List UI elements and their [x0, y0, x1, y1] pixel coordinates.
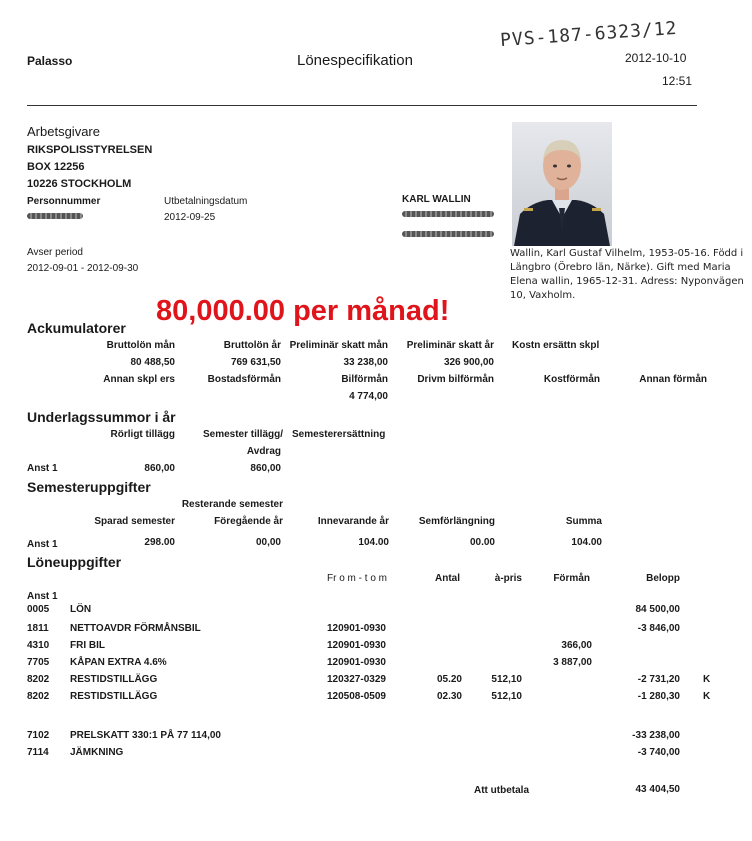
value-innevarande-ar: 104.00 [358, 537, 389, 548]
lone-row-belopp: -33 238,00 [632, 730, 680, 741]
label-annan-forman: Annan förmån [639, 374, 707, 385]
photo-caption: Wallin, Karl Gustaf Vilhelm, 1953-05-16. Född i Längbro (Örebro län, Närke). Gift med Maria Elena wallin, 1965-12-31. Adress: Nyponvägen 10, Vaxholm. [510, 248, 744, 301]
ackumulatorer-title: Ackumulatorer [27, 320, 126, 336]
period-value: 2012-09-01 - 2012-09-30 [27, 263, 139, 274]
lone-row-flag: K [703, 674, 711, 685]
value-prel-skatt-man: 33 238,00 [343, 357, 388, 368]
redacted-personnummer [27, 213, 83, 219]
label-rorligt-tillagg: Rörligt tillägg [110, 429, 175, 440]
lone-row-code: 8202 [27, 674, 50, 685]
redacted-address-line-1 [402, 211, 494, 217]
underlag-title: Underlagssummor i år [27, 409, 176, 425]
label-kostn-ersattn: Kostn ersättn skpl [512, 340, 600, 351]
value-semforlangning: 00.00 [469, 537, 495, 548]
lone-row-code: 1811 [27, 623, 49, 634]
lone-row-code: 7102 [27, 730, 50, 741]
lone-row-code: 7705 [27, 657, 50, 668]
page-title: Lönespecifikation [297, 52, 413, 69]
print-time: 12:51 [662, 74, 693, 88]
lone-row-text: FRI BIL [70, 640, 105, 651]
lone-row-forman: 366,00 [561, 640, 592, 651]
lone-row-text: RESTIDSTILLÄGG [70, 691, 158, 702]
value-bilforman: 4 774,00 [349, 391, 388, 402]
label-sparad-semester: Sparad semester [94, 516, 175, 527]
label-prel-skatt-ar: Preliminär skatt år [406, 340, 494, 351]
value-semester-tillagg: 860,00 [250, 463, 281, 474]
label-bostadsforman: Bostadsförmån [207, 374, 281, 385]
label-summa: Summa [565, 516, 602, 527]
label-annan-skpl-ers: Annan skpl ers [103, 374, 175, 385]
col-period: Fr o m - t o m [327, 573, 387, 584]
value-foregaende-ar: 00,00 [255, 537, 281, 548]
lone-row-period: 120901-0930 [327, 657, 386, 668]
col-belopp: Belopp [646, 573, 680, 584]
label-drivm-bilforman: Drivm bilförmån [417, 374, 494, 385]
lone-row-period: 120901-0930 [327, 640, 386, 651]
utbetalning-date: 2012-09-25 [164, 212, 216, 223]
portrait-photo [512, 122, 612, 246]
label-avdrag: Avdrag [246, 446, 281, 457]
lone-row-belopp: -1 280,30 [637, 691, 680, 702]
employee-name: KARL WALLIN [402, 194, 471, 205]
label-kostforman: Kostförmån [543, 374, 600, 385]
utbetalning-label: Utbetalningsdatum [164, 196, 248, 207]
header-divider [27, 105, 697, 106]
lone-row-period: 120508-0509 [327, 691, 386, 702]
lone-row-apris: 512,10 [491, 691, 522, 702]
lone-row-belopp: -2 731,20 [637, 674, 680, 685]
total-value: 43 404,50 [635, 784, 680, 795]
lone-row-text: KÅPAN EXTRA 4.6% [70, 657, 167, 668]
value-rorligt-tillagg: 860,00 [144, 463, 175, 474]
period-label: Avser period [27, 247, 83, 258]
label-bruttolon-man: Bruttolön mån [106, 340, 175, 351]
lone-row-period: 120901-0930 [327, 623, 386, 634]
value-prel-skatt-ar: 326 900,00 [443, 357, 494, 368]
label-prel-skatt-man: Preliminär skatt mån [289, 340, 388, 351]
salary-annotation: 80,000.00 per månad! [156, 295, 450, 327]
employer-name: RIKSPOLISSTYRELSEN [27, 144, 153, 156]
col-antal: Antal [435, 573, 460, 584]
lone-row-text: RESTIDSTILLÄGG [70, 674, 158, 685]
total-label: Att utbetala [474, 785, 529, 796]
redacted-address-line-2 [402, 231, 494, 237]
lone-row-code: 4310 [27, 640, 50, 651]
lone-row-forman: 3 887,00 [553, 657, 592, 668]
semester-row-label: Anst 1 [27, 539, 58, 550]
label-innevarande-ar: Innevarande år [317, 516, 389, 527]
lone-row-apris: 512,10 [491, 674, 522, 685]
label-semforlangning: Semförlängning [418, 516, 495, 527]
lone-row-belopp: -3 740,00 [637, 747, 680, 758]
label-foregaende-ar: Föregående år [214, 516, 283, 527]
label-semester-tillagg: Semester tillägg/ [202, 429, 283, 440]
label-resterande-semester: Resterande semester [181, 499, 283, 510]
lone-row-code: 0005 [27, 604, 50, 615]
value-bruttolon-ar: 769 631,50 [230, 357, 281, 368]
lone-row-antal: 02.30 [436, 691, 462, 702]
lone-row-code: 8202 [27, 691, 50, 702]
col-forman: Förmån [553, 573, 590, 584]
label-semesterersattning: Semesterersättning [292, 429, 386, 440]
lone-row-antal: 05.20 [436, 674, 462, 685]
lone-title: Löneuppgifter [27, 554, 122, 570]
employer-label: Arbetsgivare [27, 124, 100, 139]
lone-row-text: NETTOAVDR FÖRMÅNSBIL [70, 623, 201, 634]
value-sparad-semester: 298.00 [144, 537, 175, 548]
semester-title: Semesteruppgifter [27, 479, 151, 495]
value-bruttolon-man: 80 488,50 [130, 357, 175, 368]
lone-row-text: JÄMKNING [70, 747, 124, 758]
value-summa: 104.00 [571, 537, 602, 548]
employer-box: BOX 12256 [27, 161, 85, 173]
print-date: 2012-10-10 [625, 51, 687, 65]
lone-row-belopp: -3 846,00 [637, 623, 680, 634]
lone-row-period: 120327-0329 [327, 674, 386, 685]
company-name: Palasso [27, 54, 73, 68]
lone-row-text: LÖN [70, 604, 92, 615]
lone-anst-label: Anst 1 [27, 591, 58, 602]
lone-row-text: PRELSKATT 330:1 PÅ 77 114,00 [70, 730, 221, 741]
underlag-row-label: Anst 1 [27, 463, 58, 474]
personnummer-label: Personnummer [27, 196, 101, 207]
label-bruttolon-ar: Bruttolön år [223, 340, 281, 351]
handwritten-reference: PVS-187-6323/12 [499, 17, 679, 52]
lone-row-code: 7114 [27, 747, 49, 758]
lone-row-flag: K [703, 691, 711, 702]
employer-city: 10226 STOCKHOLM [27, 178, 132, 190]
col-apris: à-pris [494, 573, 522, 584]
label-bilforman: Bilförmån [341, 374, 388, 385]
lone-row-belopp: 84 500,00 [635, 604, 680, 615]
